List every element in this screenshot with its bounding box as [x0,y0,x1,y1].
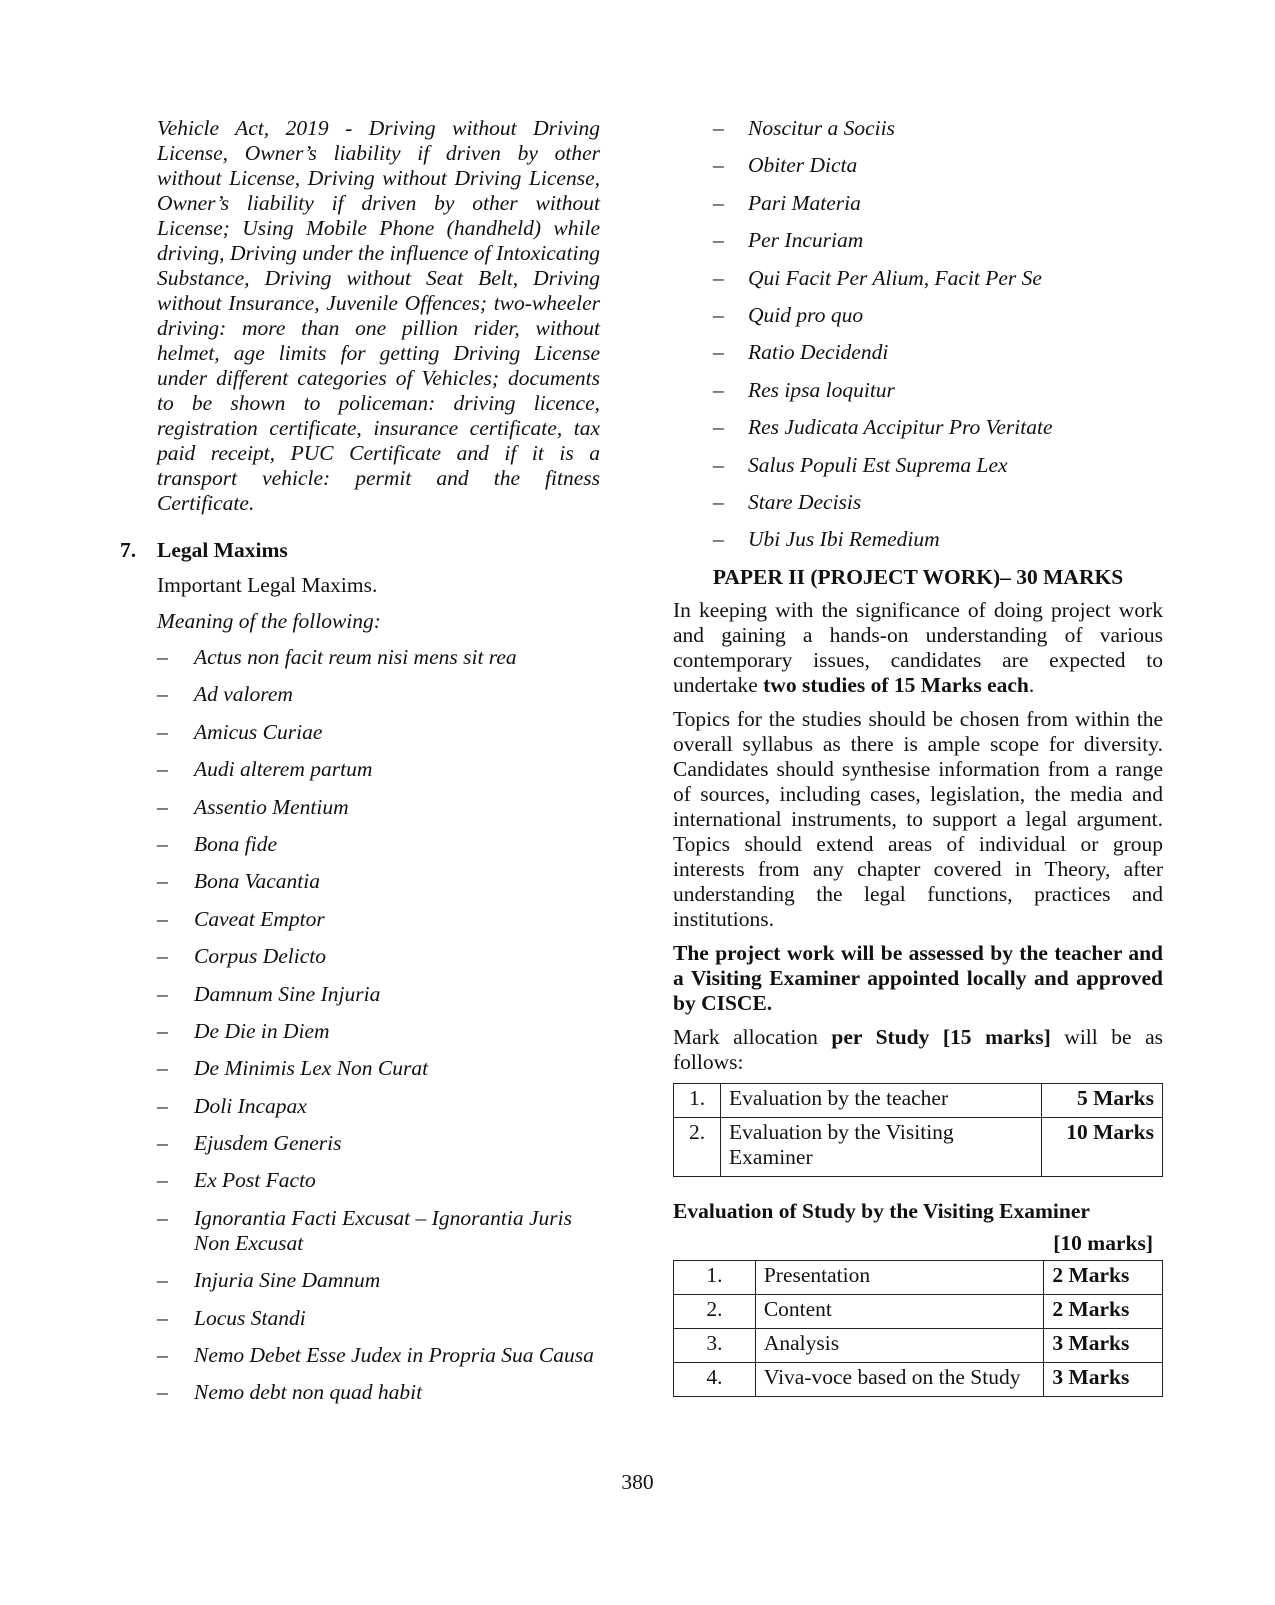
list-item [673,415,1163,440]
dash-bullet: – [157,757,168,782]
list-item [673,191,1163,216]
maxim-text: Res Judicata Accipitur Pro Veritate [748,415,1053,440]
dash-bullet: – [713,302,724,327]
list-item [120,1268,600,1293]
dash-bullet: – [157,1168,168,1193]
dash-bullet: – [713,190,724,215]
maxim-text: Corpus Delicto [194,944,326,969]
list-item [673,378,1163,403]
para1-bold: two studies of 15 Marks each [763,672,1029,697]
maxim-text: Ignorantia Facti Excusat – Ignorantia Juris Non Excusat [194,1205,573,1255]
right-column [673,116,1163,1397]
maxim-text: Locus Standi [194,1305,306,1330]
meaning-line: Meaning of the following: [157,609,381,633]
maxim-text: Ubi Jus Ibi Remedium [748,527,940,552]
row-marks: 10 Marks [1042,1117,1163,1176]
row-item: Evaluation by the Visiting Examiner [721,1117,1042,1176]
row-marks: 3 Marks [1044,1328,1163,1362]
para4-bold: per Study [15 marks] [831,1024,1051,1049]
list-item [673,303,1163,328]
dash-bullet: – [157,682,168,707]
maxim-text: Doli Incapax [194,1093,307,1118]
maxim-text: Ratio Decidendi [748,340,889,365]
row-marks: 3 Marks [1044,1362,1163,1396]
list-item [120,720,600,745]
dash-bullet: – [157,1056,168,1081]
dash-bullet: – [157,1018,168,1043]
para1-text: In keeping with the significance of doing project work and gaining a hands-on understanding of various contemporary issues, candidates are expected to undertake [673,597,1163,697]
para1-end: . [1028,672,1035,697]
section-number: 7. [120,538,137,562]
assessment-paragraph: The project work will be assessed by the teacher and a Visiting Examiner appointed locally and approved by CISCE. [673,940,1163,1015]
table-row [674,1294,1163,1328]
list-item [673,527,1163,552]
list-item [673,340,1163,365]
dash-bullet: – [157,794,168,819]
section-title: Legal Maxims [157,538,288,562]
dash-bullet: – [157,1093,168,1118]
dash-bullet: – [157,831,168,856]
dash-bullet: – [713,415,724,440]
maxim-text: De Die in Diem [194,1018,330,1043]
row-item: Evaluation by the teacher [721,1083,1042,1117]
row-number: 2. [674,1294,756,1328]
dash-bullet: – [157,645,168,669]
maxim-text: Assentio Mentium [194,794,349,819]
maxim-text: Ad valorem [194,682,293,707]
dash-bullet: – [157,906,168,931]
dash-bullet: – [157,1205,168,1230]
list-item [673,490,1163,515]
row-marks: 2 Marks [1044,1260,1163,1294]
maxim-text: Stare Decisis [748,489,862,514]
list-item [120,832,600,857]
maxim-text: Damnum Sine Injuria [194,981,381,1006]
dash-bullet: – [157,944,168,969]
dash-bullet: – [713,265,724,290]
list-item [120,645,600,670]
list-item [120,1206,600,1256]
mark-allocation-paragraph [673,1025,1163,1075]
dash-bullet: – [157,719,168,744]
dash-bullet: – [713,489,724,514]
list-item [120,1343,600,1368]
row-number: 3. [674,1328,756,1362]
maxim-text: Noscitur a Sociis [748,116,895,140]
dash-bullet: – [157,1343,168,1368]
maxim-text: Bona fide [194,831,277,856]
vehicle-act-paragraph: Vehicle Act, 2019 - Driving without Driving License, Owner’s liability if driven by other without License, Driving without Driving License, Owner’s liability if driven by other without License; Using Mobile Phone (handheld) while driving, Driving under the influence of Intoxicating Substance, Driving without Seat Belt, Driving without Insurance, Juvenile Offences; two-wheeler driving: more than one pillion rider, without helmet, age limits for getting Driving License under different categories of Vehicles; documents to be shown to policeman: driving licence, registration certificate, insurance certificate, tax paid receipt, PUC Certificate and if it is a transport vehicle: permit and the fitness Certificate. [157,116,600,515]
dash-bullet: – [713,228,724,253]
row-item: Analysis [755,1328,1043,1362]
list-item [673,453,1163,478]
maxim-text: Actus non facit reum nisi mens sit rea [194,645,517,669]
row-item: Viva-voce based on the Study [755,1362,1043,1396]
maxim-text: Ejusdem Generis [194,1131,342,1156]
dash-bullet: – [713,340,724,365]
table-row [674,1362,1163,1396]
visiting-examiner-table [673,1260,1163,1397]
dash-bullet: – [713,527,724,552]
mark-allocation-table [673,1083,1163,1177]
table-row [674,1260,1163,1294]
dash-bullet: – [713,153,724,178]
project-intro-paragraph [673,598,1163,698]
row-marks: 5 Marks [1042,1083,1163,1117]
list-item [120,795,600,820]
list-item [120,757,600,782]
topics-paragraph: Topics for the studies should be chosen from within the overall syllabus as there is ample scope for diversity. Candidates should synthesise information from a range of sources, including cases, legislation, the media and international instruments, to support a legal argument. Topics should extend areas of individual or group interests from any chapter covered in Theory, after understanding the legal functions, practices and institutions. [673,706,1163,931]
list-item [120,1380,600,1405]
para4-end: will be as follows: [673,1024,1163,1074]
maxim-text: Pari Materia [748,190,861,215]
table-row [674,1083,1163,1117]
maxim-text: Injuria Sine Damnum [194,1268,381,1293]
row-marks: 2 Marks [1044,1294,1163,1328]
list-item [120,944,600,969]
maxim-text: Nemo debt non quad habit [194,1380,423,1405]
dash-bullet: – [713,452,724,477]
dash-bullet: – [157,1305,168,1330]
list-item [120,1306,600,1331]
list-item [120,1019,600,1044]
maxim-text: Per Incuriam [748,228,864,253]
dash-bullet: – [713,116,724,140]
section-heading [120,538,600,563]
row-number: 2. [674,1117,721,1176]
list-item [120,682,600,707]
list-item [120,982,600,1007]
dash-bullet: – [157,1268,168,1293]
list-item [673,153,1163,178]
dash-bullet: – [157,981,168,1006]
maxim-text: Bona Vacantia [194,869,320,894]
right-maxim-list [673,116,1163,552]
dash-bullet: – [157,1131,168,1156]
evaluation-marks: [10 marks] [1053,1230,1153,1255]
dash-bullet: – [713,377,724,402]
maxim-text: Amicus Curiae [194,719,323,744]
maxim-text: Nemo Debet Esse Judex in Propria Sua Causa [194,1343,594,1368]
maxim-text: Qui Facit Per Alium, Facit Per Se [748,265,1042,290]
list-item [120,907,600,932]
row-item: Content [755,1294,1043,1328]
list-item [673,116,1163,141]
row-number: 1. [674,1260,756,1294]
list-item [120,1094,600,1119]
maxim-text: Quid pro quo [748,302,864,327]
list-item [673,266,1163,291]
maxim-text: Salus Populi Est Suprema Lex [748,452,1008,477]
list-item [120,1131,600,1156]
row-number: 1. [674,1083,721,1117]
dash-bullet: – [157,869,168,894]
para4-text: Mark allocation [673,1024,832,1049]
maxim-text: Audi alterem partum [194,757,373,782]
maxim-text: Ex Post Facto [194,1168,316,1193]
list-item [673,228,1163,253]
important-maxims-line: Important Legal Maxims. [157,573,378,597]
evaluation-title: Evaluation of Study by the Visiting Examiner [673,1198,1090,1223]
maxim-text: Res ipsa loquitur [748,377,895,402]
maxim-text: Obiter Dicta [748,153,858,178]
table-row [674,1328,1163,1362]
maxim-text: Caveat Emptor [194,906,325,931]
maxim-text: De Minimis Lex Non Curat [194,1056,429,1081]
list-item [120,869,600,894]
paper-title: PAPER II (PROJECT WORK)– 30 MARKS [712,564,1124,589]
left-column [120,116,600,1418]
list-item [120,1168,600,1193]
row-item: Presentation [755,1260,1043,1294]
list-item [120,1056,600,1081]
row-number: 4. [674,1362,756,1396]
page-number: 380 [621,1470,654,1494]
table-row [674,1117,1163,1176]
left-maxim-list [120,645,600,1405]
dash-bullet: – [157,1380,168,1405]
